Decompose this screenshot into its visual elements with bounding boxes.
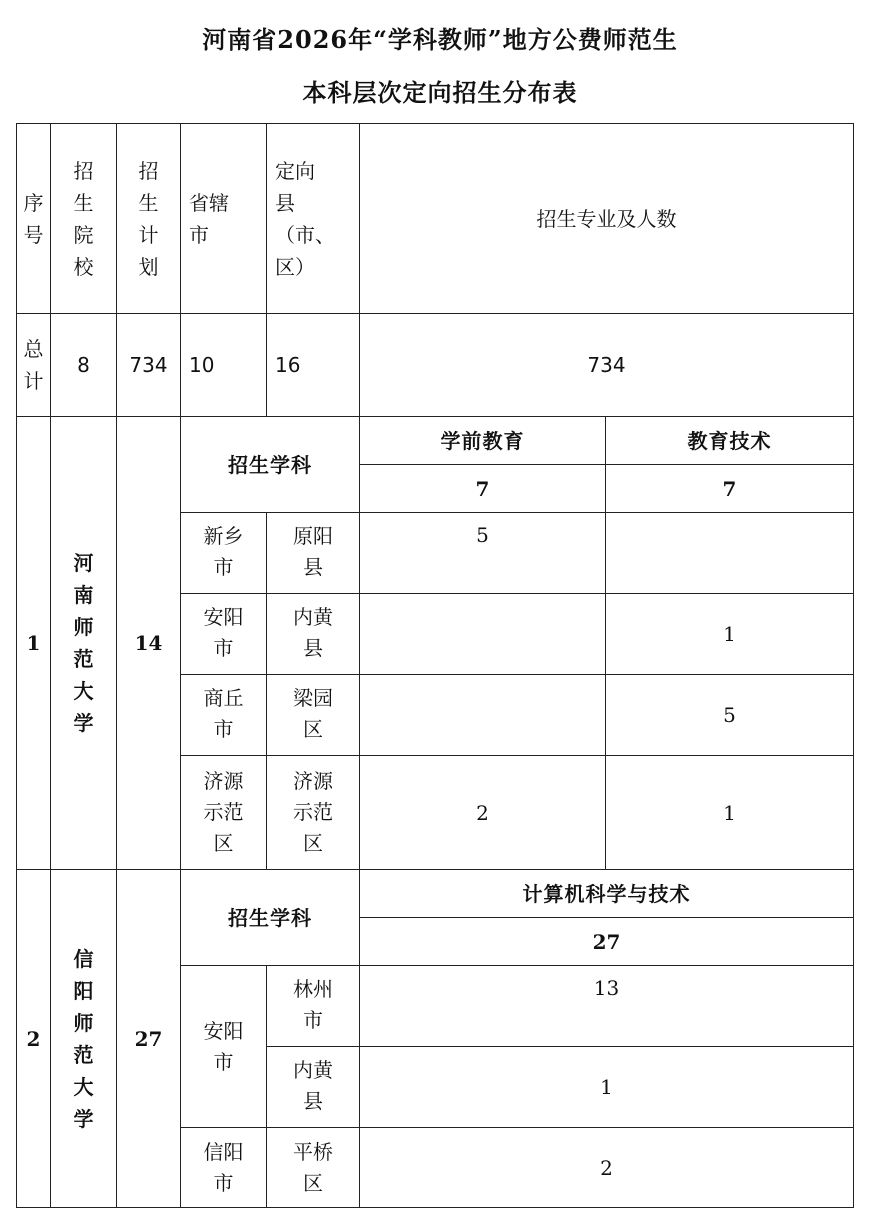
school1-subject-1: 学前教育 [360,417,606,465]
row-value: 13 [360,966,854,1047]
row-county: 平桥区 [267,1128,360,1208]
total-cities: 10 [181,314,267,417]
school1-subject-1-count: 7 [360,465,606,513]
school1-plan: 14 [117,417,181,870]
row-county: 内黄县 [267,594,360,675]
school2-subject-label: 招生学科 [181,870,360,966]
row-value [360,594,606,675]
row-county: 济源示范区 [267,756,360,870]
school2-name: 信阳师范大学 [51,870,117,1208]
header-row [17,124,854,314]
header-school: 招生院校 [51,124,117,314]
row-value: 1 [360,1047,854,1128]
row-city: 商丘市 [181,675,267,756]
document-title-line1: 河南省2026年“学科教师”地方公费师范生 [202,25,678,54]
total-schools: 8 [51,314,117,417]
school1-seq: 1 [17,417,51,870]
school2-plan: 27 [117,870,181,1208]
total-plan: 734 [117,314,181,417]
school2-subject-1-count: 27 [360,918,854,966]
total-majors: 734 [360,314,854,417]
school1-subject-row [17,417,854,465]
row-value: 1 [606,594,854,675]
header-county: 定向县（市、区） [267,124,360,314]
row-county: 梁园区 [267,675,360,756]
school2-subject-1: 计算机科学与技术 [360,870,854,918]
school1-subject-2: 教育技术 [606,417,854,465]
row-county: 林州市 [267,966,360,1047]
row-value: 2 [360,1128,854,1208]
row-county: 原阳县 [267,513,360,594]
header-city: 省辖市 [181,124,267,314]
row-value: 1 [606,756,854,870]
school2-seq: 2 [17,870,51,1208]
header-plan: 招生计划 [117,124,181,314]
row-city: 新乡市 [181,513,267,594]
row-value: 5 [360,513,606,594]
row-city: 信阳市 [181,1128,267,1208]
header-seq: 序号 [17,124,51,314]
row-value [606,513,854,594]
row-city: 安阳市 [181,594,267,675]
row-county: 内黄县 [267,1047,360,1128]
row-city: 济源示范区 [181,756,267,870]
row-value: 2 [360,756,606,870]
total-row [17,314,854,417]
total-label: 总计 [17,314,51,417]
row-value: 5 [606,675,854,756]
total-counties: 16 [267,314,360,417]
row-value [360,675,606,756]
header-majors: 招生专业及人数 [360,124,854,314]
school2-subject-row [17,870,854,918]
school1-name: 河南师范大学 [51,417,117,870]
document-title-line2: 本科层次定向招生分布表 [302,78,578,107]
row-city: 安阳市 [181,966,267,1128]
school1-subject-2-count: 7 [606,465,854,513]
enrollment-table [16,123,854,1208]
school1-subject-label: 招生学科 [181,417,360,513]
